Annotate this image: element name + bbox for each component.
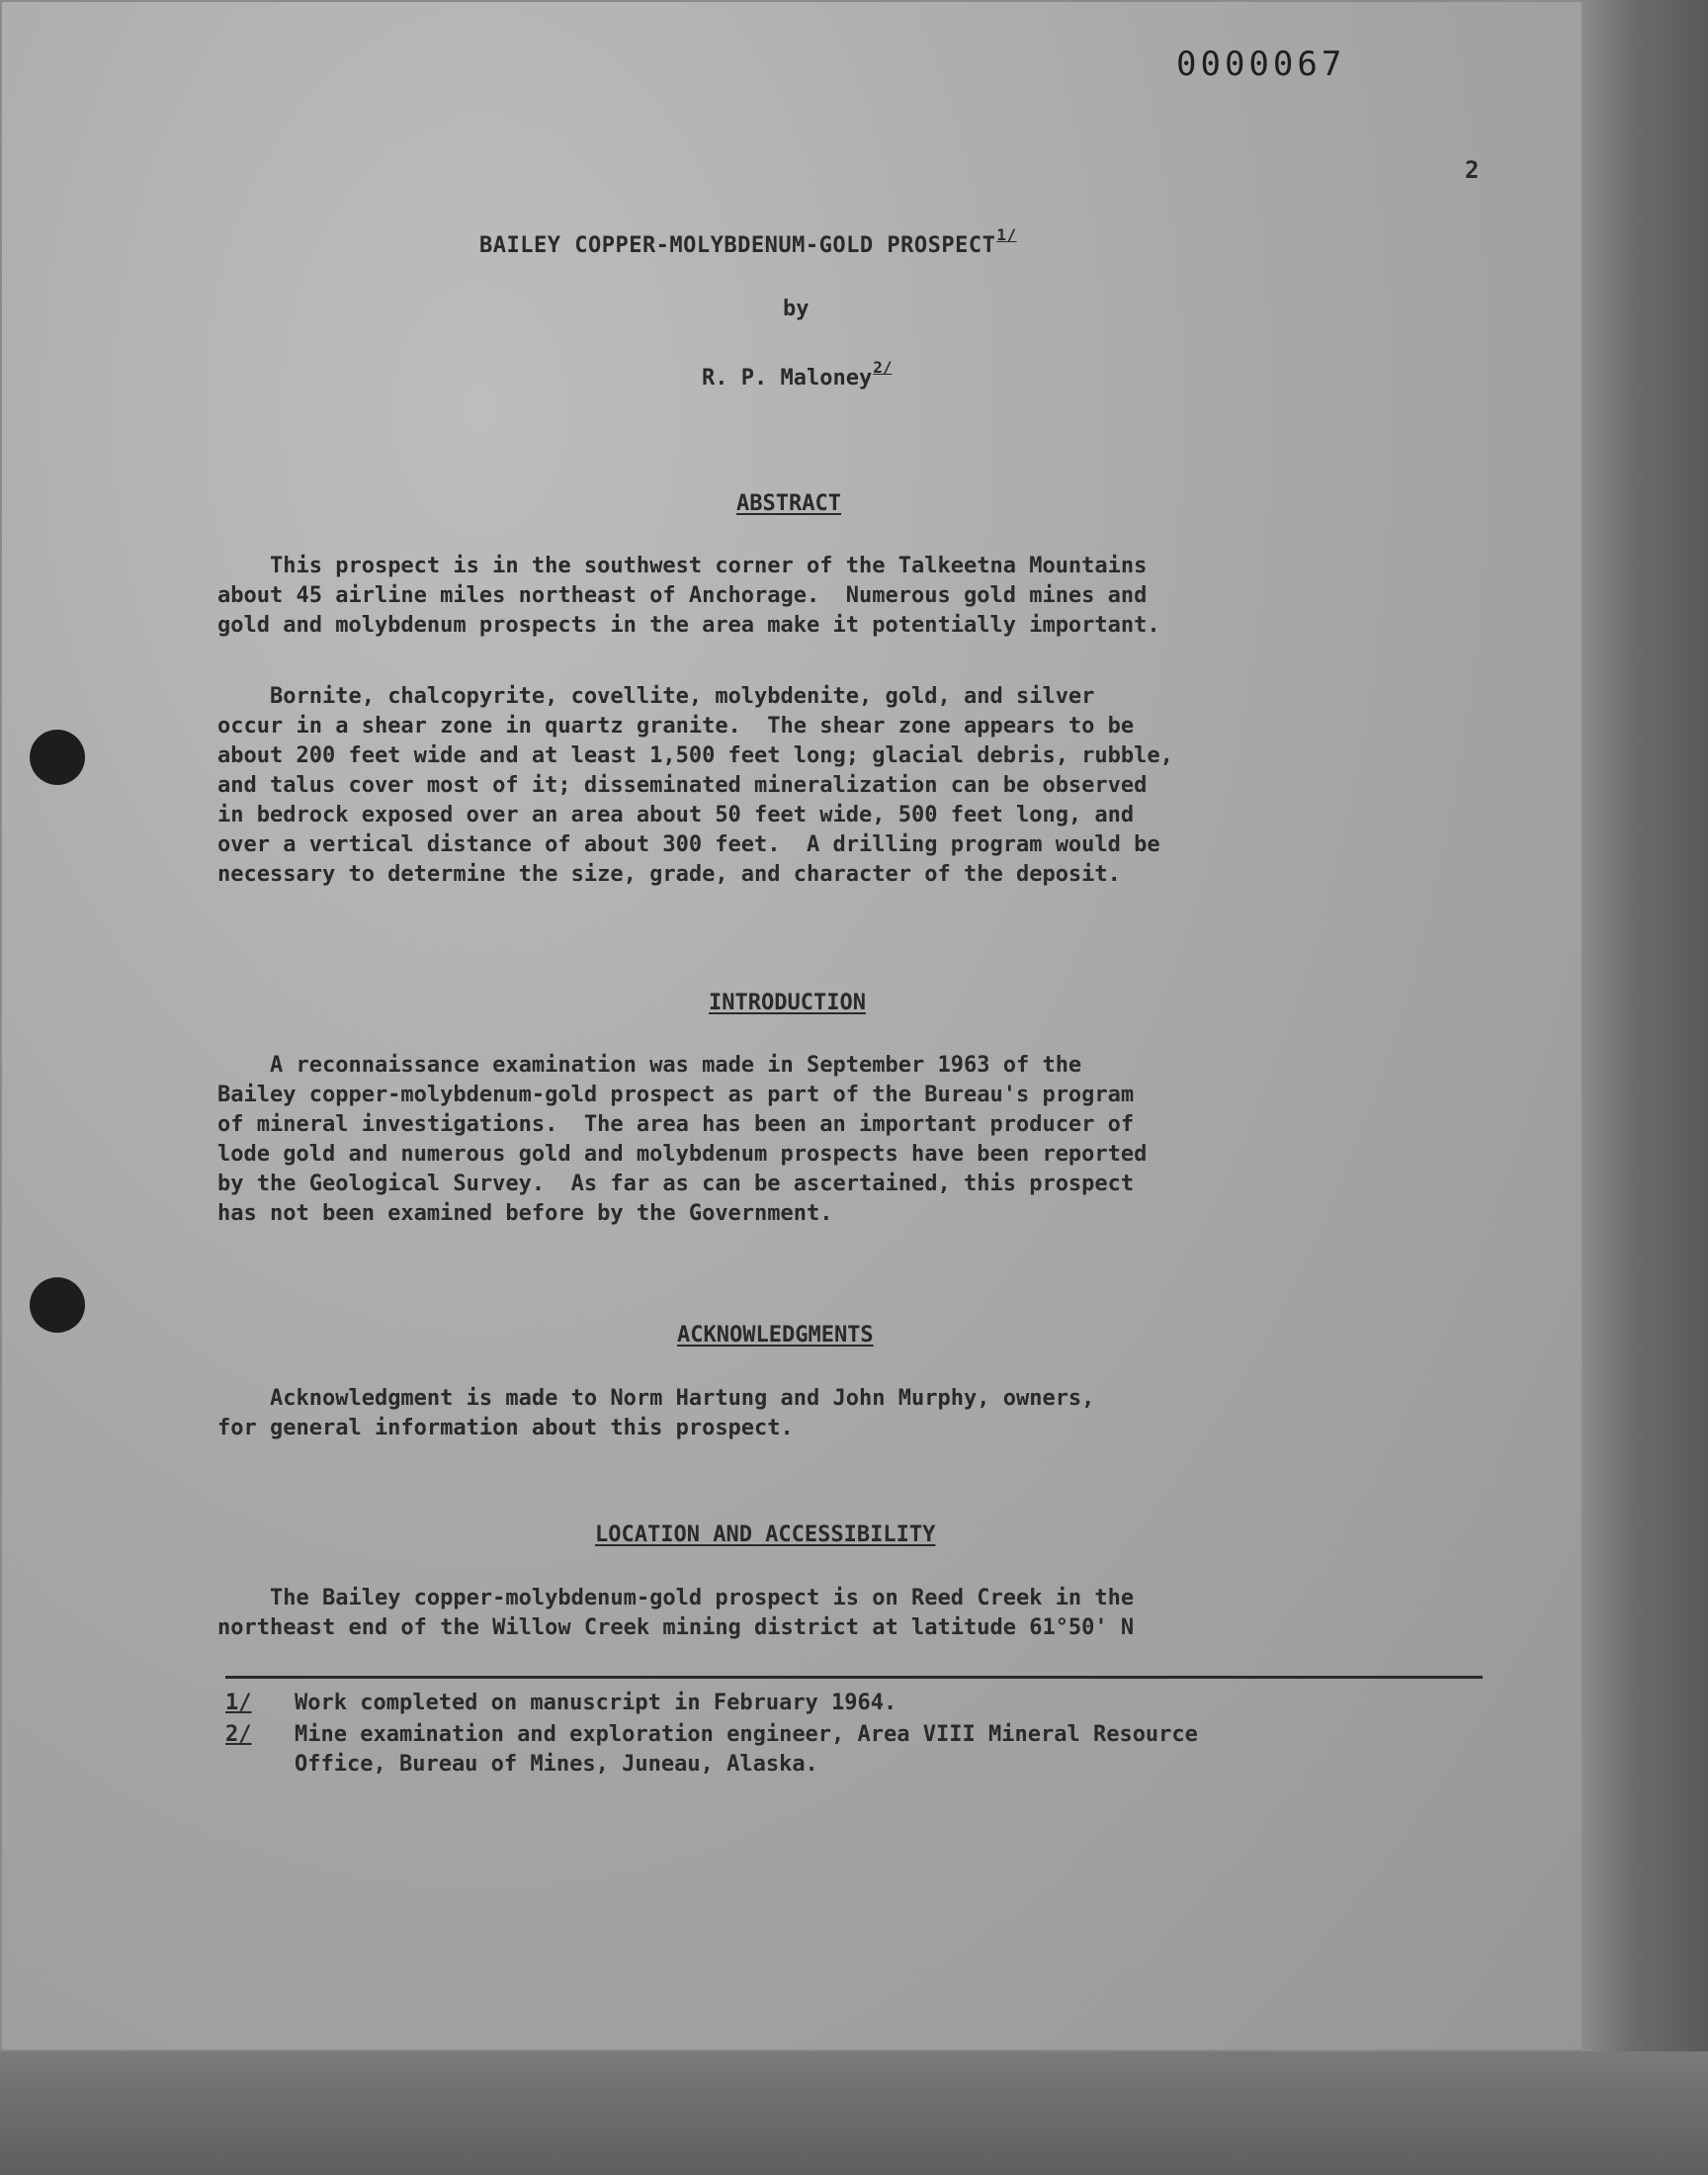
footnote-2: [225, 1720, 1481, 1780]
introduction-heading: INTRODUCTION: [709, 991, 866, 1015]
location-heading: LOCATION AND ACCESSIBILITY: [595, 1522, 936, 1547]
author-line: [702, 358, 892, 391]
document-title: [479, 225, 1017, 258]
abstract-paragraph-2: Bornite, chalcopyrite, covellite, molybdenite, gold, and silver occur in a shear zone in quartz granite. The shear zone appears to be about 200 feet wide and at least 1,500 feet long; glacial debris, rubble, and talus cover most of it; disseminated mineralization can be observed in bedrock exposed over an area about 50 feet wide, 500 feet long, and over a vertical distance of about 300 feet. A drilling program would be necessary to determine the size, grade, and character of the deposit.: [217, 684, 1173, 887]
acknowledgments-heading: ACKNOWLEDGMENTS: [677, 1323, 874, 1348]
footnote-1-text: Work completed on manuscript in February 1964.: [295, 1691, 897, 1715]
footnote-2-mark: 2/: [225, 1722, 252, 1747]
abstract-paragraph-1: This prospect is in the southwest corner of the Talkeetna Mountains about 45 airline miles northeast of Anchorage. Numerous gold mines and gold and molybdenum prospects in the area make it potentially important.: [217, 554, 1160, 638]
page-number: 2: [1465, 156, 1480, 184]
footnote-1: [225, 1689, 1481, 1718]
author-footnote-marker: 2/: [873, 358, 893, 377]
footnote-rule: [225, 1676, 1483, 1679]
byline: by: [783, 297, 810, 321]
introduction-paragraph: A reconnaissance examination was made in September 1963 of the Bailey copper-molybdenum-gold prospect as part of the Bureau's program of mineral investigations. The area has been an important producer of lode gold and numerous gold and molybdenum prospects have been reported by the Geological Survey. As far as can be ascertained, this prospect has not been examined before by the Government.: [217, 1053, 1148, 1226]
acknowledgments-paragraph: Acknowledgment is made to Norm Hartung and John Murphy, owners, for general information about this prospect.: [217, 1386, 1095, 1440]
location-paragraph: The Bailey copper-molybdenum-gold prospect is on Reed Creek in the northeast end of the Willow Creek mining district at latitude 61°50' N: [217, 1586, 1135, 1640]
title-text: BAILEY COPPER-MOLYBDENUM-GOLD PROSPECT: [479, 233, 996, 258]
document-id: 0000067: [1176, 44, 1346, 84]
title-footnote-marker: 1/: [996, 225, 1017, 244]
footnote-2-text: Mine examination and exploration engineer, Area VIII Mineral Resource Office, Bureau of Mines, Juneau, Alaska.: [295, 1722, 1198, 1777]
scanner-bottom-band: [0, 2051, 1708, 2175]
author-name: R. P. Maloney: [702, 366, 873, 391]
abstract-heading: ABSTRACT: [736, 491, 841, 516]
footnote-1-mark: 1/: [225, 1691, 252, 1715]
